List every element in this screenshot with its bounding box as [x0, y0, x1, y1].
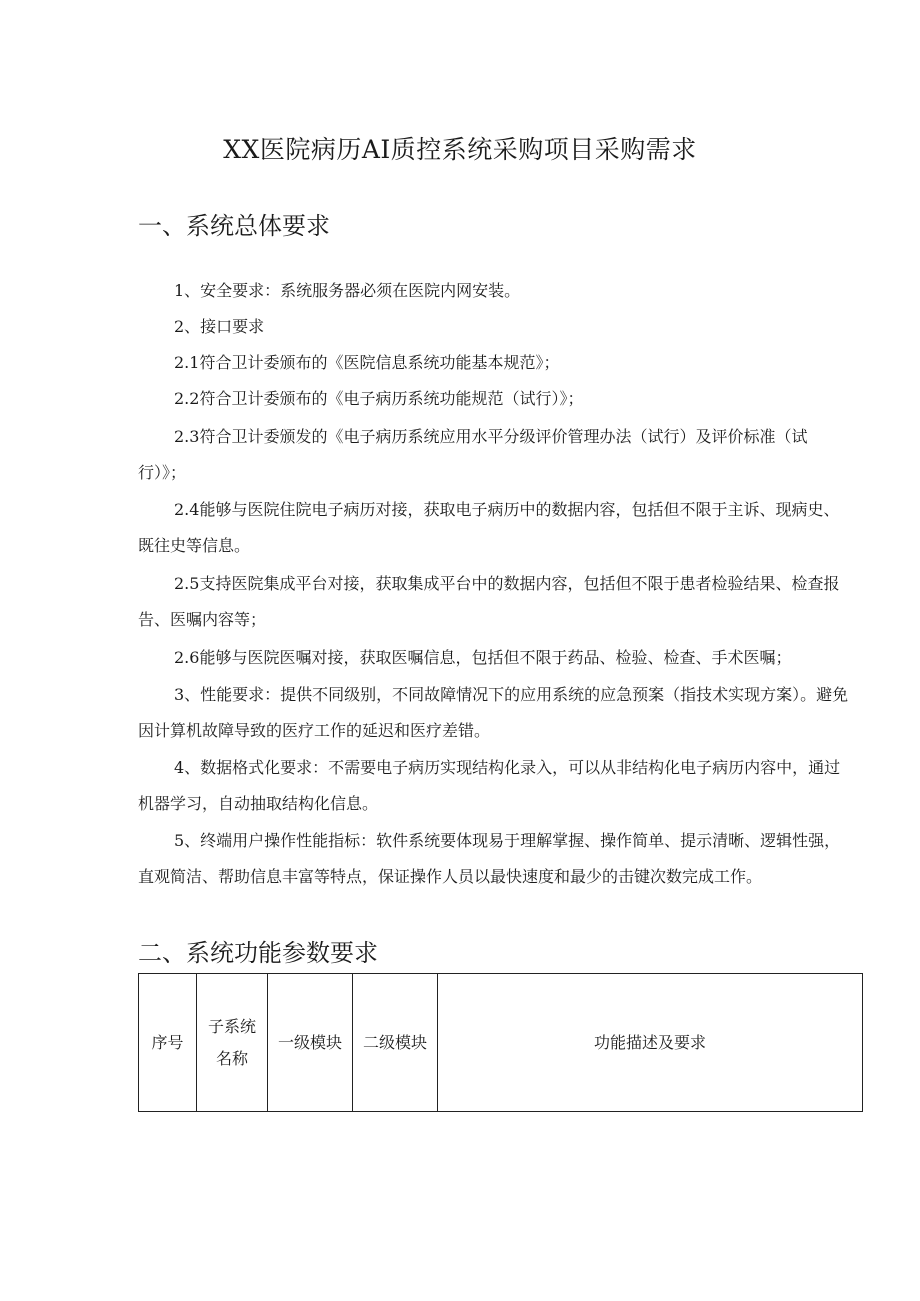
- table-header-row: [139, 974, 863, 1112]
- table-header-cell: 子系统名称: [197, 974, 268, 1112]
- document-title: XX医院病历AI质控系统采购项目采购需求: [223, 135, 697, 164]
- paragraph-security: 1、安全要求：系统服务器必须在医院内网安装。: [174, 281, 521, 300]
- paragraph-2-5: 2.5支持医院集成平台对接，获取集成平台中的数据内容，包括但不限于患者检验结果、检查报告、医嘱内容等；: [138, 574, 840, 629]
- paragraph-2-1: 2.1符合卫计委颁布的《医院信息系统功能基本规范》；: [174, 353, 560, 372]
- table-header-cell: 一级模块: [268, 974, 353, 1112]
- paragraph-2-4: 2.4能够与医院住院电子病历对接，获取电子病历中的数据内容，包括但不限于主诉、现病史、既往史等信息。: [138, 500, 840, 555]
- paragraph-usability: 5、终端用户操作性能指标：软件系统要体现易于理解掌握、操作简单、提示清晰、逻辑性强，直观简洁、帮助信息丰富等特点，保证操作人员以最快速度和最少的击键次数完成工作。: [138, 831, 841, 886]
- table-header-cell: 序号: [139, 974, 197, 1112]
- table-header-cell: 功能描述及要求: [438, 974, 863, 1112]
- paragraph-2-2: 2.2符合卫计委颁布的《电子病历系统功能规范（试行）》；: [174, 389, 584, 408]
- section-heading-function-params: 二、系统功能参数要求: [138, 939, 378, 967]
- section-heading-overall-requirements: 一、系统总体要求: [138, 212, 330, 240]
- paragraph-performance: 3、性能要求：提供不同级别，不同故障情况下的应用系统的应急预案（指技术实现方案）。避免因计算机故障导致的医疗工作的延迟和医疗差错。: [138, 685, 849, 740]
- paragraph-interface: 2、接口要求: [174, 317, 265, 336]
- table-header-cell: 二级模块: [353, 974, 438, 1112]
- paragraph-data-format: 4、数据格式化要求：不需要电子病历实现结构化录入，可以从非结构化电子病历内容中，通过机器学习，自动抽取结构化信息。: [138, 758, 841, 813]
- paragraph-2-6: 2.6能够与医院医嘱对接，获取医嘱信息，包括但不限于药品、检验、检查、手术医嘱；: [174, 648, 792, 667]
- function-requirements-table: [138, 973, 863, 1112]
- paragraph-2-3: 2.3符合卫计委颁发的《电子病历系统应用水平分级评价管理办法（试行）及评价标准（试行）》；: [138, 427, 808, 482]
